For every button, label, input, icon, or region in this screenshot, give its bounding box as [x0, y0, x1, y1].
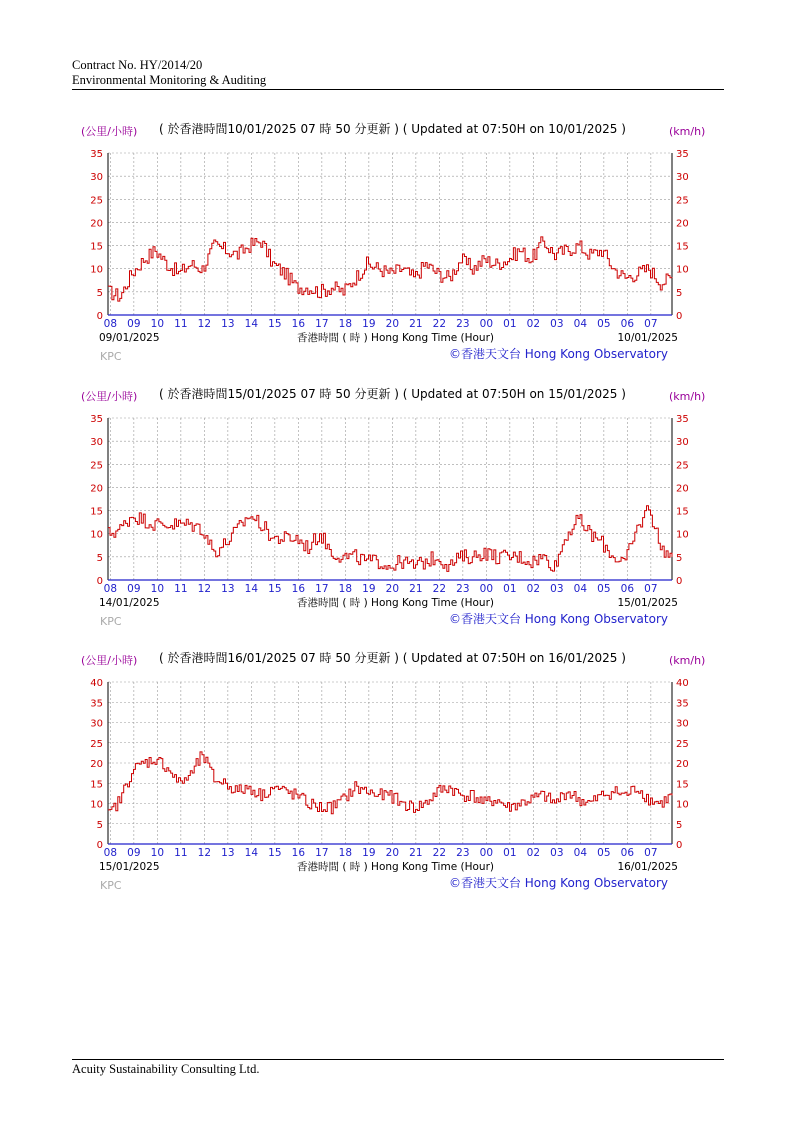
y-tick-label-left: 10	[90, 264, 103, 276]
y-tick-label-right: 10	[676, 529, 689, 541]
x-tick-label: 07	[644, 847, 658, 859]
page-header	[72, 58, 266, 88]
x-tick-label: 03	[550, 847, 564, 859]
x-tick-label: 16	[291, 583, 306, 595]
y-tick-label-right: 10	[676, 799, 689, 811]
chart-svg-3	[75, 647, 725, 907]
x-tick-label: 12	[197, 583, 212, 595]
chart-svg-2	[75, 383, 725, 643]
series-line	[108, 506, 672, 572]
y-tick-label-left: 0	[96, 840, 103, 851]
y-tick-label-right: 5	[676, 552, 683, 564]
y-tick-label-right: 15	[676, 241, 689, 253]
y-tick-label-right: 40	[676, 678, 689, 689]
x-tick-label: 02	[526, 583, 541, 595]
x-tick-label: 12	[197, 847, 212, 859]
y-tick-label-right: 20	[676, 759, 689, 770]
x-tick-label: 13	[221, 847, 235, 859]
y-tick-label-left: 15	[90, 506, 103, 518]
start-date-label: 15/01/2025	[99, 861, 160, 873]
report-subtitle: Environmental Monitoring & Auditing	[72, 73, 267, 87]
header-divider	[72, 89, 724, 90]
y-tick-label-left: 25	[90, 738, 103, 750]
y-tick-label-right: 0	[676, 576, 683, 587]
x-tick-label: 14	[244, 847, 259, 859]
start-date-label: 09/01/2025	[99, 332, 160, 344]
y-tick-label-right: 20	[676, 218, 689, 230]
y-axis-label-left: (公里/小時)	[81, 125, 138, 138]
x-tick-label: 13	[221, 318, 235, 330]
x-tick-label: 01	[503, 318, 517, 330]
y-tick-label-left: 20	[90, 218, 103, 230]
y-axis-label-left: (公里/小時)	[81, 390, 138, 403]
y-tick-label-right: 10	[676, 264, 689, 276]
x-tick-label: 20	[385, 318, 400, 330]
x-tick-label: 20	[385, 847, 400, 859]
x-tick-label: 09	[127, 318, 141, 330]
x-tick-label: 06	[620, 847, 635, 859]
y-tick-label-right: 30	[676, 172, 689, 184]
chart-title: ( 於香港時間10/01/2025 07 時 50 分更新 ) ( Updated at 07:50H on 10/01/2025 )	[159, 122, 626, 136]
y-tick-label-right: 35	[676, 698, 689, 710]
y-tick-label-right: 5	[676, 287, 683, 299]
x-tick-label: 16	[291, 847, 306, 859]
y-tick-label-left: 10	[90, 529, 103, 541]
y-tick-label-left: 40	[90, 678, 103, 689]
y-tick-label-right: 25	[676, 195, 689, 207]
y-tick-label-right: 0	[676, 311, 683, 322]
x-tick-label: 14	[244, 583, 259, 595]
y-tick-label-left: 35	[90, 149, 103, 160]
x-tick-label: 19	[362, 318, 376, 330]
y-tick-label-left: 15	[90, 779, 103, 791]
y-axis-label-right: (km/h)	[669, 654, 706, 667]
end-date-label: 15/01/2025	[617, 597, 678, 609]
x-axis-title: 香港時間 ( 時 ) Hong Kong Time (Hour)	[297, 861, 494, 873]
y-tick-label-right: 0	[676, 840, 683, 851]
y-tick-label-left: 30	[90, 172, 103, 184]
x-tick-label: 23	[456, 583, 470, 595]
wind-chart-2	[75, 383, 725, 643]
x-tick-label: 12	[197, 318, 212, 330]
x-tick-label: 08	[103, 847, 118, 859]
chart-title: ( 於香港時間15/01/2025 07 時 50 分更新 ) ( Updated at 07:50H on 15/01/2025 )	[159, 387, 626, 401]
y-tick-label-right: 35	[676, 149, 689, 160]
x-tick-label: 23	[456, 847, 470, 859]
x-tick-label: 04	[573, 583, 588, 595]
x-tick-label: 16	[291, 318, 306, 330]
observatory-credit: ©香港天文台 Hong Kong Observatory	[448, 612, 668, 626]
y-tick-label-left: 15	[90, 241, 103, 253]
y-tick-label-right: 20	[676, 483, 689, 495]
start-date-label: 14/01/2025	[99, 597, 160, 609]
y-tick-label-left: 35	[90, 698, 103, 710]
end-date-label: 10/01/2025	[617, 332, 678, 344]
y-tick-label-right: 15	[676, 506, 689, 518]
station-label: KPC	[100, 879, 122, 892]
y-tick-label-right: 30	[676, 718, 689, 730]
y-tick-label-right: 25	[676, 738, 689, 750]
x-tick-label: 00	[479, 583, 494, 595]
x-tick-label: 17	[315, 583, 329, 595]
chart-title: ( 於香港時間16/01/2025 07 時 50 分更新 ) ( Updated at 07:50H on 16/01/2025 )	[159, 651, 626, 665]
observatory-credit: ©香港天文台 Hong Kong Observatory	[448, 347, 668, 361]
x-tick-label: 22	[432, 583, 447, 595]
x-tick-label: 11	[174, 847, 188, 859]
x-tick-label: 05	[597, 318, 611, 330]
x-tick-label: 10	[150, 583, 165, 595]
y-axis-label-right: (km/h)	[669, 390, 706, 403]
x-tick-label: 23	[456, 318, 470, 330]
y-tick-label-left: 20	[90, 483, 103, 495]
footer-company: Acuity Sustainability Consulting Ltd.	[72, 1062, 260, 1076]
y-tick-label-right: 25	[676, 460, 689, 472]
x-tick-label: 09	[127, 847, 141, 859]
x-tick-label: 18	[338, 583, 353, 595]
x-tick-label: 11	[174, 318, 188, 330]
x-tick-label: 09	[127, 583, 141, 595]
x-tick-label: 22	[432, 847, 447, 859]
x-tick-label: 20	[385, 583, 400, 595]
y-tick-label-left: 25	[90, 460, 103, 472]
x-tick-label: 01	[503, 847, 517, 859]
y-tick-label-left: 5	[96, 819, 103, 831]
x-tick-label: 22	[432, 318, 447, 330]
x-tick-label: 10	[150, 847, 165, 859]
x-axis-title: 香港時間 ( 時 ) Hong Kong Time (Hour)	[297, 597, 494, 609]
x-tick-label: 05	[597, 583, 611, 595]
x-tick-label: 03	[550, 318, 564, 330]
y-tick-label-left: 35	[90, 414, 103, 425]
x-tick-label: 06	[620, 318, 635, 330]
x-tick-label: 02	[526, 318, 541, 330]
y-tick-label-left: 5	[96, 552, 103, 564]
observatory-credit: ©香港天文台 Hong Kong Observatory	[448, 876, 668, 890]
wind-chart-1	[75, 118, 725, 378]
x-tick-label: 17	[315, 318, 329, 330]
contract-number: Contract No. HY/2014/20	[72, 58, 203, 72]
y-tick-label-right: 15	[676, 779, 689, 791]
x-tick-label: 15	[268, 318, 282, 330]
x-tick-label: 19	[362, 847, 376, 859]
x-tick-label: 00	[479, 847, 494, 859]
y-tick-label-left: 10	[90, 799, 103, 811]
x-tick-label: 18	[338, 318, 353, 330]
y-tick-label-left: 25	[90, 195, 103, 207]
x-tick-label: 07	[644, 318, 658, 330]
y-tick-label-left: 30	[90, 718, 103, 730]
y-axis-label-left: (公里/小時)	[81, 654, 138, 667]
x-tick-label: 17	[315, 847, 329, 859]
x-tick-label: 04	[573, 318, 588, 330]
chart-svg-1	[75, 118, 725, 378]
x-tick-label: 08	[103, 318, 118, 330]
x-tick-label: 07	[644, 583, 658, 595]
x-tick-label: 04	[573, 847, 588, 859]
x-tick-label: 05	[597, 847, 611, 859]
y-tick-label-right: 30	[676, 437, 689, 449]
x-tick-label: 10	[150, 318, 165, 330]
x-tick-label: 19	[362, 583, 376, 595]
wind-chart-3	[75, 647, 725, 907]
y-tick-label-right: 5	[676, 819, 683, 831]
series-line	[108, 752, 672, 814]
x-tick-label: 18	[338, 847, 353, 859]
x-tick-label: 03	[550, 583, 564, 595]
y-axis-label-right: (km/h)	[669, 125, 706, 138]
x-tick-label: 00	[479, 318, 494, 330]
y-tick-label-right: 35	[676, 414, 689, 425]
x-tick-label: 08	[103, 583, 118, 595]
x-tick-label: 21	[409, 318, 423, 330]
x-tick-label: 21	[409, 847, 423, 859]
station-label: KPC	[100, 615, 122, 628]
y-tick-label-left: 30	[90, 437, 103, 449]
x-tick-label: 01	[503, 583, 517, 595]
station-label: KPC	[100, 350, 122, 363]
footer-divider	[72, 1059, 724, 1060]
y-tick-label-left: 5	[96, 287, 103, 299]
x-tick-label: 13	[221, 583, 235, 595]
y-tick-label-left: 0	[96, 311, 103, 322]
x-tick-label: 15	[268, 583, 282, 595]
x-tick-label: 14	[244, 318, 259, 330]
x-axis-title: 香港時間 ( 時 ) Hong Kong Time (Hour)	[297, 332, 494, 344]
x-tick-label: 02	[526, 847, 541, 859]
end-date-label: 16/01/2025	[617, 861, 678, 873]
x-tick-label: 15	[268, 847, 282, 859]
x-tick-label: 06	[620, 583, 635, 595]
y-tick-label-left: 20	[90, 759, 103, 770]
x-tick-label: 11	[174, 583, 188, 595]
y-tick-label-left: 0	[96, 576, 103, 587]
x-tick-label: 21	[409, 583, 423, 595]
